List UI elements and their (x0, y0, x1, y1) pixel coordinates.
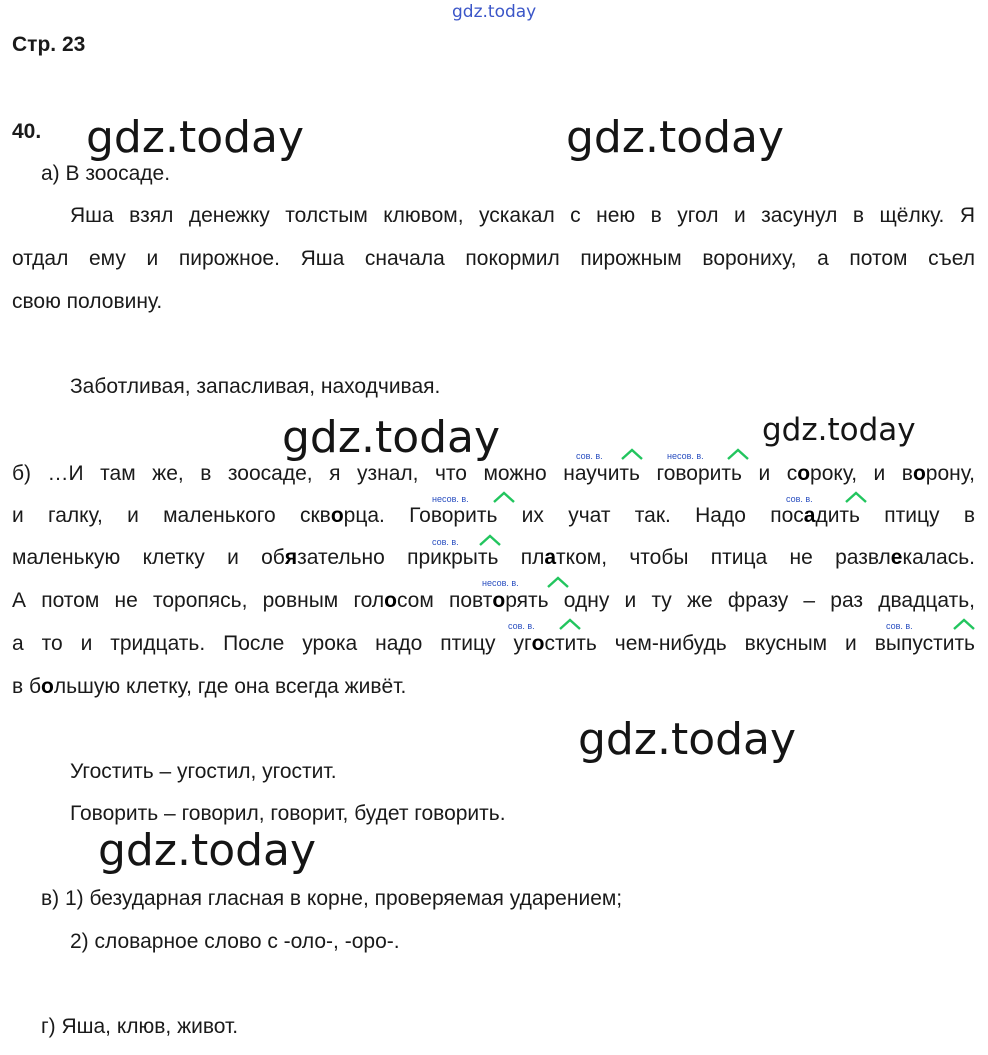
caret-icon (844, 490, 866, 503)
exercise-number: 40. (12, 120, 42, 143)
aspect-label: сов. в. (432, 537, 459, 547)
watermark: gdz.today (98, 825, 317, 876)
watermark: gdz.today (578, 714, 797, 765)
aspect-label: сов. в. (576, 451, 603, 461)
caret-icon (558, 617, 580, 630)
part-b-line: маленькую клетку и обязательно прикрыть платком, чтобы птица не развлекалась. (12, 546, 976, 569)
watermark: gdz.today (86, 112, 305, 163)
caret-icon (620, 447, 642, 460)
aspect-label: несов. в. (667, 451, 704, 461)
aspect-label: сов. в. (886, 621, 913, 631)
verb-forms-line: Угостить – угостил, угостит. (70, 760, 337, 783)
watermark: gdz.today (566, 112, 785, 163)
part-b-line: а то и тридцать. После урока надо птицу угостить чем-нибудь вкусным и выпустить (12, 632, 976, 655)
page-number: Стр. 23 (12, 33, 86, 56)
part-a-line: отдал ему и пирожное. Яша сначала покормил пирожным ворониху, а потом съел (12, 247, 975, 270)
part-b-line: б) …И там же, в зоосаде, я узнал, что можно научить говорить и сороку, и ворону, (12, 462, 975, 485)
part-b-line: и галку, и маленького скворца. Говорить их учат так. Надо посадить птицу в (12, 504, 975, 527)
verb-forms-line: Говорить – говорил, говорит, будет говорить. (70, 802, 506, 825)
aspect-label: сов. в. (508, 621, 535, 631)
aspect-label: несов. в. (482, 578, 519, 588)
part-a-answer: Заботливая, запасливая, находчивая. (70, 375, 441, 398)
aspect-label: сов. в. (786, 494, 813, 504)
part-a-title: а) В зоосаде. (41, 162, 171, 185)
watermark-top: gdz.today (452, 2, 537, 22)
part-g-line: г) Яша, клюв, живот. (41, 1015, 239, 1038)
part-a-line: свою половину. (12, 290, 163, 313)
part-b-line: в большую клетку, где она всегда живёт. (12, 675, 407, 698)
watermark: gdz.today (762, 412, 916, 448)
part-b-line: А потом не торопясь, ровным голосом повторять одну и ту же фразу – раз двадцать, (12, 589, 975, 612)
caret-icon (546, 575, 568, 588)
caret-icon (952, 617, 974, 630)
aspect-label: несов. в. (432, 494, 469, 504)
watermark: gdz.today (282, 412, 501, 463)
caret-icon (478, 533, 500, 546)
part-v-line: 2) словарное слово с -оло-, -оро-. (70, 930, 400, 953)
caret-icon (726, 447, 748, 460)
part-v-line: в) 1) безударная гласная в корне, проверяемая ударением; (41, 887, 623, 910)
part-a-line: Яша взял денежку толстым клювом, ускакал с нею в угол и засунул в щёлку. Я (70, 204, 975, 227)
caret-icon (492, 490, 514, 503)
